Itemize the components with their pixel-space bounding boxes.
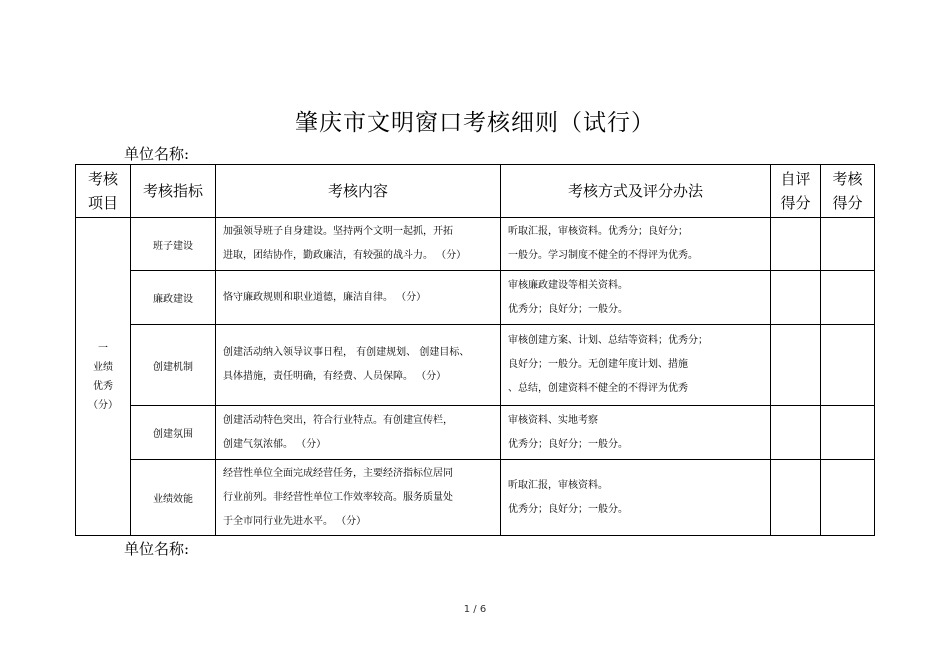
final-score-cell [821,325,875,406]
table-header-row [76,165,875,218]
page-title: 肇庆市文明窗口考核细则（试行） [295,110,655,136]
method-cell: 审核廉政建设等相关资料。 优秀分；良好分；一般分。 [501,271,771,325]
indicator-cell: 创建机制 [131,325,216,406]
final-score-cell [821,406,875,460]
content-cell: 加强领导班子自身建设。坚持两个文明一起抓，开拓 进取，团结协作，勤政廉洁，有较强的战斗力。 （分） [216,218,501,271]
self-score-cell [771,460,821,536]
table-row [76,271,875,325]
indicator-cell: 廉政建设 [131,271,216,325]
self-score-cell [771,325,821,406]
header-final-score: 考核 得分 [821,165,875,218]
header-item: 考核 项目 [76,165,131,218]
page-number: 1 / 6 [463,604,487,615]
header-method: 考核方式及评分办法 [501,165,771,218]
content-cell: 恪守廉政规则和职业道德，廉洁自律。 （分） [216,271,501,325]
final-score-cell [821,460,875,536]
unit-name-label-bottom: 单位名称: [124,540,190,558]
indicator-cell: 班子建设 [131,218,216,271]
table-row [76,325,875,406]
indicator-cell: 业绩效能 [131,460,216,536]
table-row [76,218,875,271]
table-row [76,460,875,536]
self-score-cell [771,271,821,325]
content-cell: 经营性单位全面完成经营任务，主要经济指标位居同 行业前列。非经营性单位工作效率较高。服务质量处 于全市同行业先进水平。 （分） [216,460,501,536]
self-score-cell [771,406,821,460]
unit-name-label-top: 单位名称: [124,145,190,163]
content-cell: 创建活动纳入领导议事日程， 有创建规划、 创建目标、 具体措施，责任明确，有经费、人员保障。 （分） [216,325,501,406]
assessment-table [75,164,875,536]
self-score-cell [771,218,821,271]
final-score-cell [821,271,875,325]
category-cell: 一 业绩 优秀 （分） [76,218,131,536]
header-content: 考核内容 [216,165,501,218]
content-cell: 创建活动特色突出，符合行业特点。有创建宣传栏， 创建气氛浓郁。 （分） [216,406,501,460]
method-cell: 审核创建方案、计划、总结等资料；优秀分； 良好分；一般分。无创建年度计划、措施 、总结，创建资料不健全的不得评为优秀 [501,325,771,406]
method-cell: 听取汇报，审核资料。 优秀分；良好分；一般分。 [501,460,771,536]
final-score-cell [821,218,875,271]
indicator-cell: 创建氛围 [131,406,216,460]
method-cell: 审核资料、实地考察 优秀分；良好分；一般分。 [501,406,771,460]
method-cell: 听取汇报，审核资料。优秀分；良好分； 一般分。学习制度不健全的不得评为优秀。 [501,218,771,271]
table-row [76,406,875,460]
header-self-score: 自评 得分 [771,165,821,218]
header-indicator: 考核指标 [131,165,216,218]
